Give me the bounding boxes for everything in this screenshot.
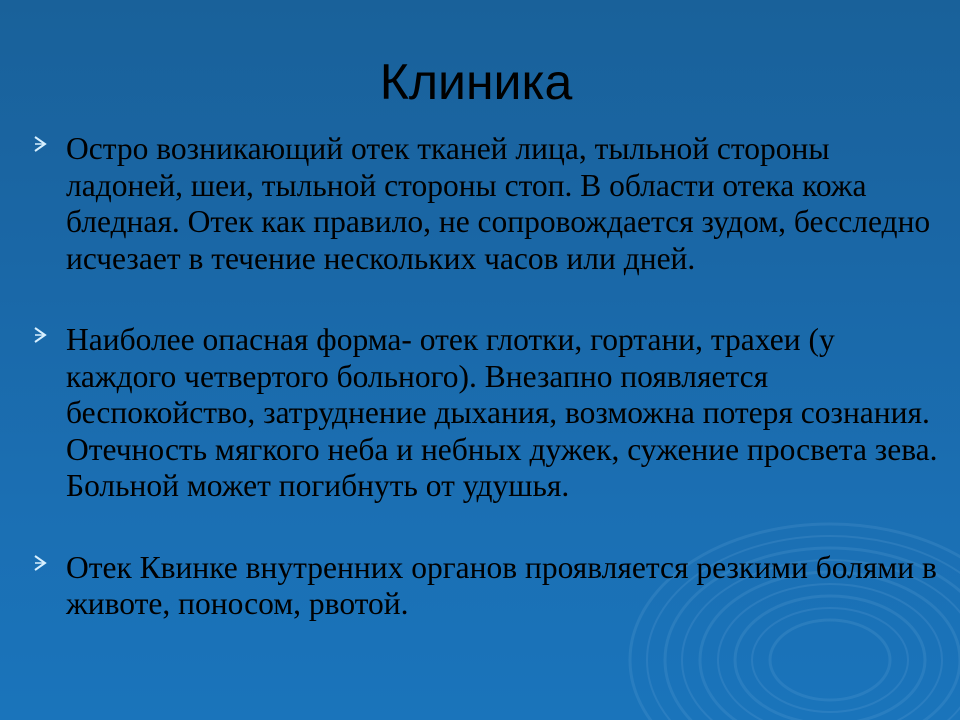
bullet-text: Наиболее опасная форма- отек глотки, гортани, трахеи (у каждого четвертого больного). Внезапно появляется беспокойство, затруднение дыхания, возможна потеря сознания. Отечность мягкого неба и небных дужек, сужение просвета зева. Больной может погибнуть от удушья. [66, 322, 938, 503]
bullet-text: Отек Квинке внутренних органов проявляется резкими болями в животе, поносом, рвотой. [66, 549, 937, 621]
arrow-bullet-icon [32, 326, 48, 344]
bullet-item [30, 322, 945, 505]
bullet-text: Остро возникающий отек тканей лица, тыльной стороны ладоней, шеи, тыльной стороны стоп. В области отека кожа бледная. Отек как правило, не сопровождается зудом, бесследно исчезает в течение нескольких часов или дней. [66, 131, 931, 276]
arrow-bullet-icon [32, 135, 48, 153]
bullet-list [30, 131, 945, 623]
bullet-item [30, 131, 945, 277]
slide-title: Клиника [379, 54, 573, 110]
bullet-item [30, 550, 945, 623]
arrow-bullet-icon [32, 554, 48, 572]
